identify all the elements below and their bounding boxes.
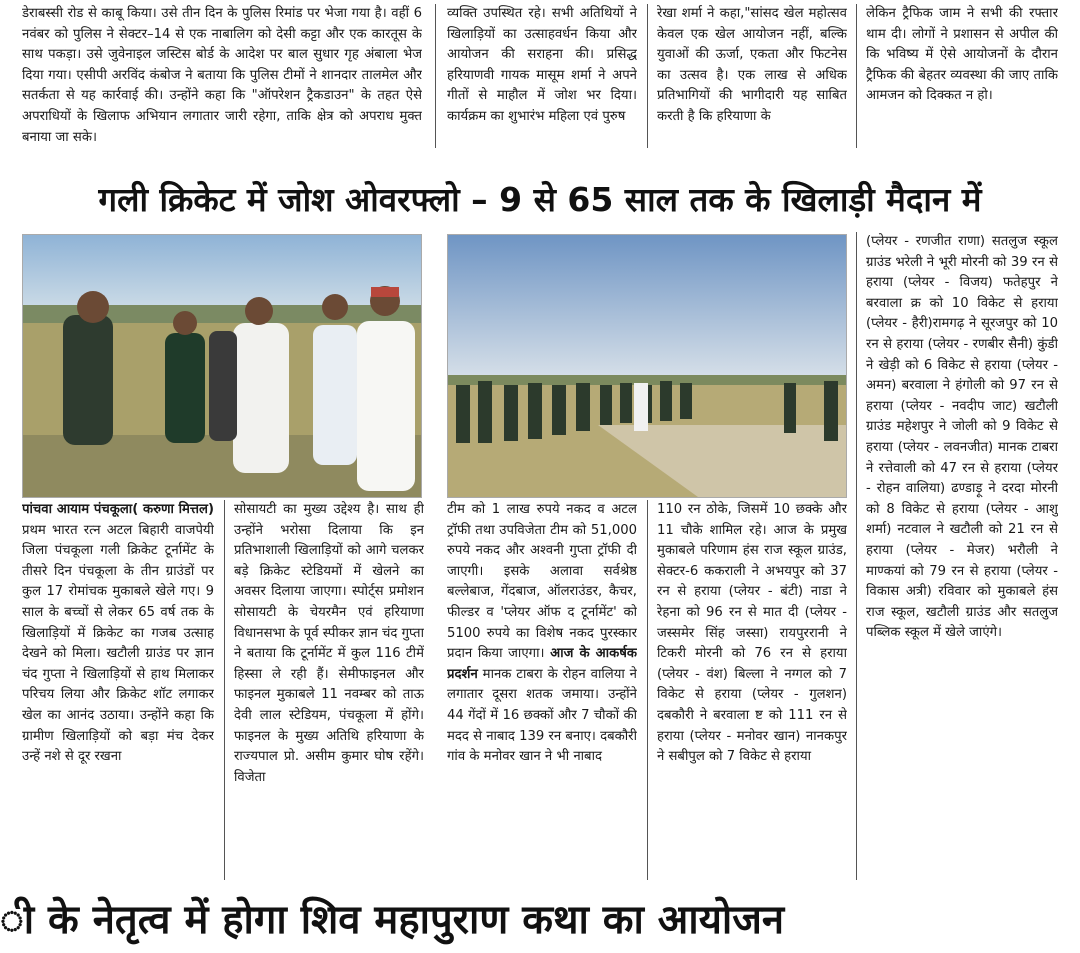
top-column-4-text: लेकिन ट्रैफिक जाम ने सभी की रफ्तार थाम दी। लोगों ने प्रशासन से अपील की कि भविष्य में ऐसे आयोजनों के दौरान ट्रैफिक की बेहतर व्यवस्था की जाए ताकि आमजन को दिक्कत न हो। xyxy=(866,6,1058,104)
article-subhead-highlights: आज के आकर्षक प्रदर्शन xyxy=(447,646,637,682)
top-column-1 xyxy=(22,4,422,146)
article-photo-left xyxy=(22,234,422,498)
top-column-4 xyxy=(866,4,1058,150)
article-column-1-text: प्रथम भारत रत्न अटल बिहारी वाजपेयी जिला पंचकूला गली क्रिकेट टूर्नामेंट के तीसरे दिन पंचकूला के तीन ग्राउंडों पर कुल 17 रोमांचक मुकाबले खेले गए। 9 साल के बच्चों से लेकर 65 वर्ष तक के खिलाड़ियों में क्रिकेट का गजब उत्साह देखने को मिला। खटौली ग्राउंड पर ज्ञान चंद गुप्ता ने खिलाड़ियों से हाथ मिलाकर परिचय लिया और क्रिकेट शॉट लगाकर खेल का आनंद उठाया। उन्होंने कहा कि ग्रामीण खिलाड़ियों को बड़ा मंच देकर उन्हें नशे से दूर रखना xyxy=(22,522,214,765)
column-divider xyxy=(856,4,857,148)
column-divider xyxy=(856,232,857,880)
article-column-2 xyxy=(234,500,424,885)
top-column-1-text: डेराबस्सी रोड से काबू किया। उसे तीन दिन के पुलिस रिमांड पर भेजा गया है। वहीं 6 नवंबर को पुलिस ने सेक्टर–14 से एक नाबालिग को देसी कट्टा और एक कारतूस के साथ पकड़ा। उसे जुवेनाइल जस्टिस बोर्ड के आदेश पर बाल सुधार गृह अंबाला भेज दिया गया। एसीपी अरविंद कंबोज ने बताया कि पुलिस टीमों ने शानदार तालमेल और सतर्कता से यह कार्रवाई की। उन्होंने कहा कि "ऑपरेशन ट्रैकडाउन" के तहत ऐसे अपराधियों के खिलाफ अभियान लगातार जारी रहेगा, ताकि क्षेत्र को अपराध मुक्त बनाया जा सके। xyxy=(22,6,422,145)
article-column-5 xyxy=(866,232,1058,882)
article-column-3 xyxy=(447,500,637,885)
article-column-3-text-b: मानक टाबरा के रोहन वालिया ने लगातार दूसरा शतक जमाया। उन्होंने 44 गेंदों में 16 छक्कों और 7 चौकों की मदद से नाबाद 139 रन बनाए। दबकौरी गांव के मनोवर खान ने भी नाबाद xyxy=(447,666,637,765)
top-column-2 xyxy=(447,4,637,150)
bottom-headline: ी के नेतृत्व में होगा शिव महापुराण कथा का आयोजन xyxy=(0,897,785,943)
column-divider xyxy=(224,500,225,880)
top-column-3-text: रेखा शर्मा ने कहा,"सांसद खेल महोत्सव केवल एक खेल आयोजन नहीं, बल्कि युवाओं की ऊर्जा, एकता और फिटनेस का उत्सव है। एक लाख से अधिक प्रतिभागियों की भागीदारी यह साबित करती है कि हरियाणा के xyxy=(657,6,847,124)
top-column-2-text: व्यक्ति उपस्थित रहे। सभी अतिथियों ने खिलाड़ियों का उत्साहवर्धन किया और आयोजन की सराहना की। प्रसिद्ध हरियाणवी गायक मासूम शर्मा ने अपने गीतों से माहौल में जोश भर दिया। कार्यक्रम का शुभारंभ महिला एवं पुरुष xyxy=(447,6,637,124)
article-photo-right xyxy=(447,234,847,498)
article-column-4 xyxy=(657,500,847,885)
column-divider xyxy=(435,4,436,148)
column-divider xyxy=(647,4,648,148)
article-column-1 xyxy=(22,500,214,885)
handshake-photo-image xyxy=(23,235,421,497)
article-column-3-text-a: टीम को 1 लाख रुपये नकद व अटल ट्रॉफी तथा उपविजेता टीम को 51,000 रुपये नकद और अश्वनी गुप्ता ट्रॉफी दी जाएगी। इसके अलावा सर्वश्रेष्ठ बल्लेबाज, गेंदबाज, ऑलराउंडर, कैचर, फील्डर व 'प्लेयर ऑफ द टूर्नामेंट' को 5100 रुपये का विशेष नकद पुरस्कार प्रदान किया जाएगा। xyxy=(447,502,637,662)
column-divider xyxy=(647,500,648,880)
article-column-4-text: 110 रन ठोके, जिसमें 10 छक्के और 11 चौके शामिल रहे। आज के प्रमुख मुकाबले परिणाम हंस राज स्कूल ग्राउंड, सेक्टर-6 ककराली ने अभयपुर को 37 रन से हराया (प्लेयर - बंटी) नाडा ने रेहना को 96 रन से मात दी (प्लेयर - जस्समेर सिंह जस्सा) रायपुररानी ने टिकरी मोरनी को 76 रन से हराया (प्लेयर - वंश) बिल्ला ने नग्गल को 7 विकेट से हराया (प्लेयर - गुलशन) दबकौरी ने बरवाला ष्ट को 111 रन से हराया (प्लेयर - मनोवर खान) नानकपुर ने सबीपुल को 7 विकेट से हराया xyxy=(657,502,847,765)
article-dateline: पांचवा आयाम पंचकूला( करुणा मित्तल) xyxy=(22,502,214,517)
article-column-2-text: सोसायटी का मुख्य उद्देश्य है। साथ ही उन्होंने भरोसा दिलाया कि इन प्रतिभाशाली खिलाड़ियों को आगे चलकर बड़े क्रिकेट स्टेडियमों में खेलने का अवसर दिलाया जाएगा। स्पोर्ट्स प्रमोशन सोसायटी के चेयरमैन एवं हरियाणा विधानसभा के पूर्व स्पीकर ज्ञान चंद गुप्ता ने बताया कि टूर्नामेंट में कुल 116 टीमें हिस्सा ले रही हैं। सेमीफाइनल और फाइनल मुकाबले 11 नवम्बर को ताऊ देवी लाल स्टेडियम, पंचकूला में होंगे। फाइनल के मुख्य अतिथि हरियाणा के राज्यपाल प्रो. असीम कुमार घोष रहेंगे। विजेता xyxy=(234,502,424,785)
article-headline: गली क्रिकेट में जोश ओवरफ्लो – 9 से 65 साल तक के खिलाड़ी मैदान में xyxy=(98,180,982,219)
players-photo-image xyxy=(448,235,846,497)
article-column-5-text: (प्लेयर - रणजीत राणा) सतलुज स्कूल ग्राउंड भरेली ने भूरी मोरनी को 39 रन से हराया (प्लेयर - विजय) फतेहपुर ने बरवाला क्र को 10 विकेट से हराया (प्लेयर - हैरी)रामगढ़ ने सूरजपुर को 10 रन से हराया (प्लेयर - रणबीर सैनी) कुंडी ने खेड़ी को 6 विकेट से हराया (प्लेयर - अमन) बरवाला ने हंगोली को 97 रन से हराया (प्लेयर - नवदीप जाट) खटौली ग्राउंड महेशपुर ने जोली को 9 विकेट से हराया (प्लेयर - लवनजीत) मानक टाबरा ने रत्तेवाली को 47 रन से हराया (प्लेयर - रोहन वालिया) ढण्डाड़ू ने दरदा मोरनी को 8 विकेट से हराया (प्लेयर - आशु शर्मा) नटवाल ने खटौली को 21 रन से हराया (प्लेयर - मेजर) भरौली ने माण्कयां को 79 रन से हराया (प्लेयर - विकास अत्री) रविवार को मुकाबले हंस राज स्कूल, खटौली ग्राउंड और सतलुज पब्लिक स्कूल में खेले जाएंगे। xyxy=(866,234,1058,641)
top-column-3 xyxy=(657,4,847,150)
